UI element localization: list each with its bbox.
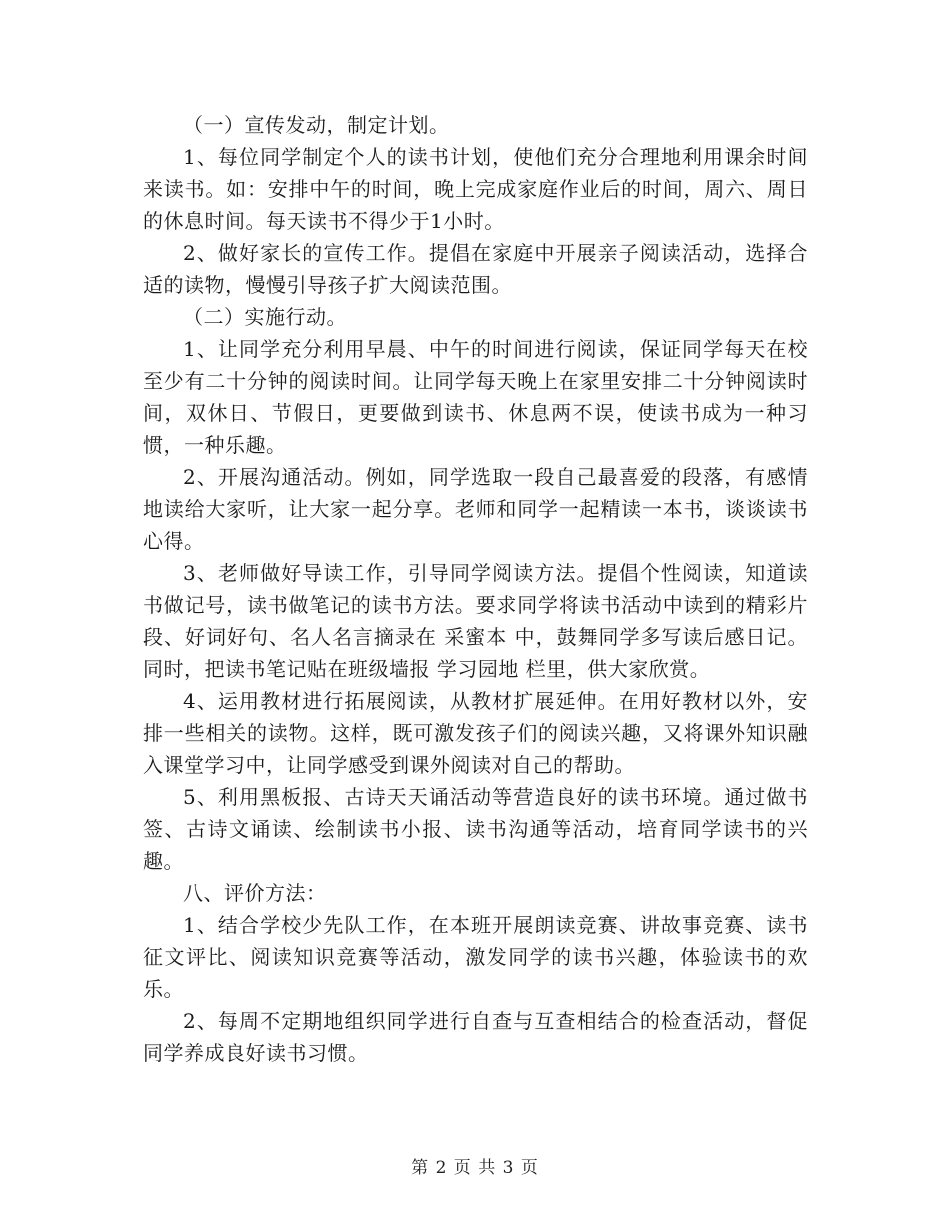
document-body <box>143 109 808 1069</box>
paragraph-weekly-check: 2、每周不定期地组织同学进行自查与互查相结合的检查活动，督促同学养成良好读书习惯。 <box>143 1009 808 1065</box>
paragraph-reading-plan: 1、每位同学制定个人的读书计划，使他们充分合理地利用课余时间来读书。如：安排中午的时间，晚上完成家庭作业后的时间，周六、周日的休息时间。每天读书不得少于1小时。 <box>143 145 808 233</box>
section-heading-implementation: （二）实施行动。 <box>183 305 347 329</box>
section-heading-publicity: （一）宣传发动，制定计划。 <box>183 113 450 137</box>
paragraph-extended-reading: 4、运用教材进行拓展阅读，从教材扩展延伸。在用好教材以外，安排一些相关的读物。这样，既可激发孩子们的阅读兴趣，又将课外知识融入课堂学习中，让同学感受到课外阅读对自己的帮助。 <box>143 689 808 777</box>
paragraph-guided-reading: 3、老师做好导读工作，引导同学阅读方法。提倡个性阅读，知道读书做记号，读书做笔记的读书方法。要求同学将读书活动中读到的精彩片段、好词好句、名人名言摘录在 采蜜本 中，鼓舞同学多写读后感日记。同时，把读书笔记贴在班级墙报 学习园地 栏里，供大家欣赏。 <box>143 561 808 681</box>
paragraph-parent-publicity: 2、做好家长的宣传工作。提倡在家庭中开展亲子阅读活动，选择合适的读物，慢慢引导孩子扩大阅读范围。 <box>143 241 808 297</box>
paragraph-competitions: 1、结合学校少先队工作，在本班开展朗读竞赛、讲故事竞赛、读书征文评比、阅读知识竞赛等活动，激发同学的读书兴趣，体验读书的欢乐。 <box>143 913 808 1001</box>
page-number-footer: 第 2 页 共 3 页 <box>411 1158 539 1178</box>
paragraph-reading-environment: 5、利用黑板报、古诗天天诵活动等营造良好的读书环境。通过做书签、古诗文诵读、绘制读书小报、读书沟通等活动，培育同学读书的兴趣。 <box>143 785 808 873</box>
paragraph-reading-time: 1、让同学充分利用早晨、中午的时间进行阅读，保证同学每天在校至少有二十分钟的阅读时间。让同学每天晚上在家里安排二十分钟阅读时间，双休日、节假日，更要做到读书、休息两不误，使读书成为一种习惯，一种乐趣。 <box>143 337 808 457</box>
section-heading-evaluation: 八、评价方法： <box>183 881 327 905</box>
paragraph-communication-activity: 2、开展沟通活动。例如，同学选取一段自己最喜爱的段落，有感情地读给大家听，让大家一起分享。老师和同学一起精读一本书，谈谈读书心得。 <box>143 465 808 553</box>
